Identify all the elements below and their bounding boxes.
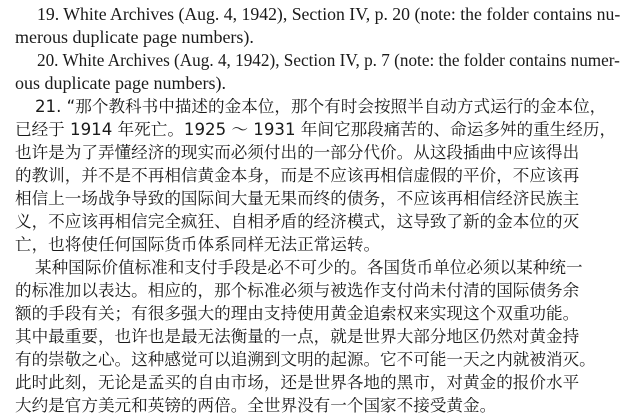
footnote-21-line-5: 相信上一场战争导致的国际间大量无果而终的债务，不应该再相信经济民族主 — [15, 189, 580, 208]
footnote-21-line-2: 已经于 1914 年死亡。1925 ～ 1931 年间它那段痛苦的、命运多舛的重生经历， — [15, 120, 617, 139]
footnote-21-line-4: 的教训，并不是不再相信黄金本身，而是不应该再相信虚假的平价，不应该再 — [15, 166, 580, 185]
footnote-21-line-9: 的标准加以表达。相应的，那个标准必须与被选作支付尚未付清的国际债务余 — [15, 281, 580, 300]
footnote-19-line-1: 19. White Archives (Aug. 4, 1942), Section IV, p. 20 (note: the folder contains nu- — [37, 4, 621, 24]
footnote-21-line-3: 也许是为了弄懂经济的现实而必须付出的一部分代价。从这段插曲中应该得出 — [15, 143, 580, 162]
footnote-21-line-12: 有的崇敬之心。这种感觉可以追溯到文明的起源。它不可能一天之内就被消灭。 — [15, 350, 596, 369]
footnote-20-line-2: ous duplicate page numbers). — [15, 73, 226, 93]
footnote-21-line-10: 额的手段有关；有很多强大的理由支持使用黄金追索权来实现这个双重功能。 — [15, 304, 580, 323]
footnote-21-line-7: 亡，也将使任何国际货币体系同样无法正常运转。 — [15, 235, 381, 254]
footnote-21-line-13: 此时此刻，无论是孟买的自由市场，还是世界各地的黑市，对黄金的报价水平 — [15, 373, 580, 392]
footnote-21-line-8: 某种国际价值标准和支付手段是必不可少的。各国货币单位必须以某种统一 — [35, 258, 583, 277]
footnote-21-line-1: 21. “那个教科书中描述的金本位，那个有时会按照半自动方式运行的金本位， — [35, 97, 607, 116]
footnote-19-line-2: merous duplicate page numbers). — [15, 27, 254, 47]
footnote-21-line-14: 大约是官方美元和英镑的两倍。全世界没有一个国家不接受黄金。 — [15, 396, 497, 415]
footnote-21-line-11: 其中最重要，也许也是最无法衡量的一点，就是世界大部分地区仍然对黄金持 — [15, 327, 580, 346]
footnote-21-line-6: 义，不应该再相信完全疯狂、自相矛盾的经济模式，这导致了新的金本位的灭 — [15, 212, 580, 231]
footnote-20-line-1: 20. White Archives (Aug. 4, 1942), Section IV, p. 7 (note: the folder contains numer- — [37, 50, 620, 70]
